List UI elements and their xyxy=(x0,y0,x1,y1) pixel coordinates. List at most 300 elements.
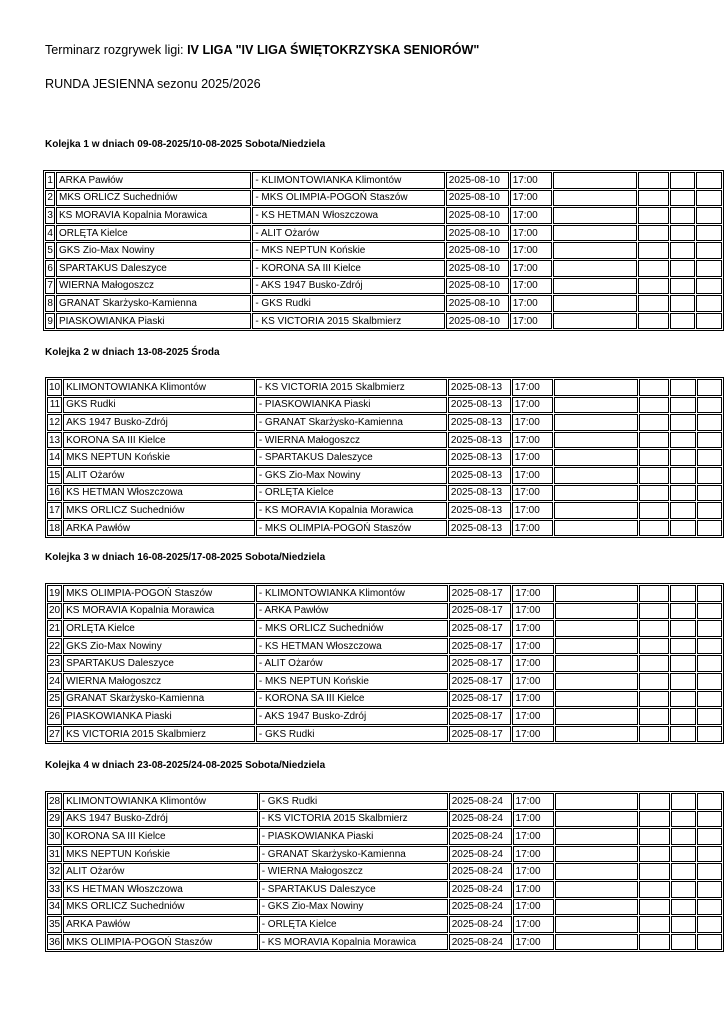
match-date: 2025-08-17 xyxy=(449,726,512,743)
notes-cell xyxy=(638,313,669,330)
match-time: 17:00 xyxy=(513,828,555,845)
match-date: 2025-08-10 xyxy=(446,260,509,277)
home-team: GRANAT Skarżysko-Kamienna xyxy=(56,295,251,312)
notes-cell xyxy=(639,432,669,449)
extra-cell-b xyxy=(697,620,722,637)
extra-cell-a xyxy=(670,278,696,295)
notes-cell xyxy=(639,726,669,743)
extra-cell-a xyxy=(670,260,696,277)
extra-cell-a xyxy=(671,934,696,951)
match-number: 28 xyxy=(47,793,62,810)
match-number: 5 xyxy=(45,242,55,259)
match-date: 2025-08-17 xyxy=(449,673,512,690)
result-cell xyxy=(555,655,638,672)
extra-cell-a xyxy=(670,313,696,330)
extra-cell-a xyxy=(671,916,696,933)
table-row xyxy=(47,828,722,845)
result-cell xyxy=(555,881,638,898)
result-cell xyxy=(555,916,638,933)
match-time: 17:00 xyxy=(510,225,552,242)
home-team: GRANAT Skarżysko-Kamienna xyxy=(63,691,255,708)
notes-cell xyxy=(639,673,669,690)
match-time: 17:00 xyxy=(512,603,554,620)
away-team: - KS VICTORIA 2015 Skalbmierz xyxy=(259,811,448,828)
match-number: 29 xyxy=(47,811,62,828)
table-row xyxy=(47,414,722,431)
round-title: Kolejka 3 w dniach 16-08-2025/17-08-2025 Sobota/Niedziela xyxy=(45,552,326,563)
extra-cell-a xyxy=(671,863,696,880)
notes-cell xyxy=(639,485,669,502)
match-date: 2025-08-10 xyxy=(446,225,509,242)
home-team: KS HETMAN Włoszczowa xyxy=(63,485,255,502)
extra-cell-b xyxy=(697,397,722,414)
match-date: 2025-08-24 xyxy=(449,793,512,810)
match-date: 2025-08-13 xyxy=(448,502,511,519)
table-row xyxy=(47,934,722,951)
away-team: - MKS NEPTUN Końskie xyxy=(256,673,448,690)
match-time: 17:00 xyxy=(510,295,552,312)
away-team: - GKS Zio-Max Nowiny xyxy=(259,899,448,916)
result-cell xyxy=(555,811,638,828)
extra-cell-b xyxy=(697,916,722,933)
result-cell xyxy=(555,708,638,725)
extra-cell-b xyxy=(697,881,722,898)
table-row xyxy=(47,726,722,743)
extra-cell-b xyxy=(696,207,722,224)
extra-cell-b xyxy=(696,295,722,312)
table-row xyxy=(47,620,722,637)
match-number: 2 xyxy=(45,190,55,207)
away-team: - GRANAT Skarżysko-Kamienna xyxy=(256,414,447,431)
match-number: 23 xyxy=(47,655,62,672)
notes-cell xyxy=(639,520,669,537)
match-time: 17:00 xyxy=(513,846,555,863)
table-row xyxy=(45,295,722,312)
match-time: 17:00 xyxy=(510,260,552,277)
away-team: - KS HETMAN Włoszczowa xyxy=(256,638,448,655)
notes-cell xyxy=(639,708,669,725)
match-date: 2025-08-24 xyxy=(449,899,512,916)
result-cell xyxy=(554,502,638,519)
table-row xyxy=(47,811,722,828)
away-team: - SPARTAKUS Daleszyce xyxy=(256,449,447,466)
result-cell xyxy=(555,585,638,602)
result-cell xyxy=(553,313,638,330)
home-team: WIERNA Małogoszcz xyxy=(56,278,251,295)
home-team: PIASKOWIANKA Piaski xyxy=(63,708,255,725)
match-time: 17:00 xyxy=(512,638,554,655)
result-cell xyxy=(555,828,638,845)
notes-cell xyxy=(638,172,669,189)
match-number: 14 xyxy=(47,449,62,466)
match-number: 25 xyxy=(47,691,62,708)
away-team: - KLIMONTOWIANKA Klimontów xyxy=(256,585,448,602)
match-number: 3 xyxy=(45,207,55,224)
away-team: - ORLĘTA Kielce xyxy=(259,916,448,933)
extra-cell-b xyxy=(696,242,722,259)
fixtures-table xyxy=(45,583,724,744)
result-cell xyxy=(554,397,638,414)
extra-cell-a xyxy=(670,691,695,708)
extra-cell-a xyxy=(670,726,695,743)
match-date: 2025-08-13 xyxy=(448,397,511,414)
notes-cell xyxy=(639,449,669,466)
notes-cell xyxy=(639,467,669,484)
table-row xyxy=(47,638,722,655)
match-date: 2025-08-17 xyxy=(449,691,512,708)
extra-cell-b xyxy=(696,172,722,189)
table-row xyxy=(45,225,722,242)
match-date: 2025-08-13 xyxy=(448,520,511,537)
home-team: SPARTAKUS Daleszyce xyxy=(56,260,251,277)
extra-cell-b xyxy=(697,811,722,828)
notes-cell xyxy=(639,397,669,414)
match-time: 17:00 xyxy=(512,691,554,708)
extra-cell-a xyxy=(670,655,695,672)
extra-cell-a xyxy=(670,708,695,725)
table-row xyxy=(47,881,722,898)
match-date: 2025-08-17 xyxy=(449,655,512,672)
result-cell xyxy=(553,190,638,207)
extra-cell-a xyxy=(670,673,695,690)
notes-cell xyxy=(639,881,669,898)
extra-cell-a xyxy=(670,502,695,519)
table-row xyxy=(47,397,722,414)
extra-cell-b xyxy=(697,691,722,708)
match-time: 17:00 xyxy=(512,449,554,466)
match-time: 17:00 xyxy=(513,899,555,916)
match-number: 11 xyxy=(47,397,62,414)
notes-cell xyxy=(639,846,669,863)
extra-cell-a xyxy=(670,520,695,537)
match-date: 2025-08-13 xyxy=(448,414,511,431)
extra-cell-b xyxy=(697,414,722,431)
result-cell xyxy=(555,673,638,690)
match-number: 1 xyxy=(45,172,55,189)
notes-cell xyxy=(638,260,669,277)
extra-cell-a xyxy=(670,585,695,602)
home-team: ARKA Pawłów xyxy=(56,172,251,189)
extra-cell-b xyxy=(697,485,722,502)
match-number: 26 xyxy=(47,708,62,725)
match-number: 31 xyxy=(47,846,62,863)
match-time: 17:00 xyxy=(512,485,554,502)
notes-cell xyxy=(639,620,669,637)
notes-cell xyxy=(638,242,669,259)
notes-cell xyxy=(639,603,669,620)
match-time: 17:00 xyxy=(512,673,554,690)
away-team: - GKS Rudki xyxy=(252,295,444,312)
home-team: MKS ORLICZ Suchedniów xyxy=(63,502,255,519)
extra-cell-a xyxy=(670,207,696,224)
extra-cell-b xyxy=(697,467,722,484)
extra-cell-b xyxy=(697,726,722,743)
notes-cell xyxy=(639,691,669,708)
match-time: 17:00 xyxy=(512,726,554,743)
extra-cell-a xyxy=(671,811,696,828)
extra-cell-b xyxy=(697,673,722,690)
away-team: - ORLĘTA Kielce xyxy=(256,485,447,502)
table-row xyxy=(47,603,722,620)
round-title: Kolejka 2 w dniach 13-08-2025 Środa xyxy=(45,347,220,358)
result-cell xyxy=(554,432,638,449)
match-date: 2025-08-17 xyxy=(449,603,512,620)
result-cell xyxy=(555,603,638,620)
match-time: 17:00 xyxy=(512,467,554,484)
match-date: 2025-08-10 xyxy=(446,172,509,189)
extra-cell-b xyxy=(697,520,722,537)
extra-cell-b xyxy=(696,260,722,277)
extra-cell-a xyxy=(670,638,695,655)
home-team: ARKA Pawłów xyxy=(63,916,258,933)
table-row xyxy=(47,467,722,484)
table-row xyxy=(47,691,722,708)
table-row xyxy=(47,708,722,725)
table-row xyxy=(47,673,722,690)
away-team: - KLIMONTOWIANKA Klimontów xyxy=(252,172,444,189)
round-title: Kolejka 1 w dniach 09-08-2025/10-08-2025 Sobota/Niedziela xyxy=(45,139,326,150)
extra-cell-b xyxy=(697,432,722,449)
extra-cell-a xyxy=(670,467,695,484)
result-cell xyxy=(553,278,638,295)
match-date: 2025-08-24 xyxy=(449,934,512,951)
away-team: - ALIT Ożarów xyxy=(252,225,444,242)
match-time: 17:00 xyxy=(512,520,554,537)
extra-cell-b xyxy=(697,899,722,916)
away-team: - AKS 1947 Busko-Zdrój xyxy=(256,708,448,725)
match-date: 2025-08-10 xyxy=(446,207,509,224)
extra-cell-b xyxy=(697,585,722,602)
match-date: 2025-08-17 xyxy=(449,638,512,655)
extra-cell-a xyxy=(670,397,695,414)
table-row xyxy=(47,432,722,449)
home-team: AKS 1947 Busko-Zdrój xyxy=(63,414,255,431)
away-team: - MKS OLIMPIA-POGOŃ Staszów xyxy=(252,190,444,207)
match-time: 17:00 xyxy=(513,793,555,810)
table-row xyxy=(47,863,722,880)
away-team: - KS MORAVIA Kopalnia Morawica xyxy=(256,502,447,519)
away-team: - SPARTAKUS Daleszyce xyxy=(259,881,448,898)
away-team: - MKS NEPTUN Końskie xyxy=(252,242,444,259)
home-team: WIERNA Małogoszcz xyxy=(63,673,255,690)
away-team: - GKS Rudki xyxy=(256,726,448,743)
table-row xyxy=(45,313,722,330)
match-number: 35 xyxy=(47,916,62,933)
match-date: 2025-08-10 xyxy=(446,190,509,207)
table-row xyxy=(47,899,722,916)
match-date: 2025-08-17 xyxy=(449,585,512,602)
extra-cell-b xyxy=(697,502,722,519)
notes-cell xyxy=(639,863,669,880)
home-team: ALIT Ożarów xyxy=(63,467,255,484)
match-number: 19 xyxy=(47,585,62,602)
table-row xyxy=(45,278,722,295)
extra-cell-b xyxy=(696,313,722,330)
home-team: KS MORAVIA Kopalnia Morawica xyxy=(56,207,251,224)
match-number: 6 xyxy=(45,260,55,277)
result-cell xyxy=(554,414,638,431)
home-team: ALIT Ożarów xyxy=(63,863,258,880)
table-row xyxy=(47,793,722,810)
result-cell xyxy=(555,638,638,655)
round-title: Kolejka 4 w dniach 23-08-2025/24-08-2025 Sobota/Niedziela xyxy=(45,760,326,771)
extra-cell-b xyxy=(697,846,722,863)
notes-cell xyxy=(639,899,669,916)
notes-cell xyxy=(639,414,669,431)
extra-cell-b xyxy=(697,708,722,725)
away-team: - ALIT Ożarów xyxy=(256,655,448,672)
table-row xyxy=(47,502,722,519)
match-time: 17:00 xyxy=(510,207,552,224)
match-date: 2025-08-10 xyxy=(446,313,509,330)
extra-cell-b xyxy=(697,379,722,396)
extra-cell-b xyxy=(697,934,722,951)
away-team: - KS HETMAN Włoszczowa xyxy=(252,207,444,224)
notes-cell xyxy=(638,190,669,207)
result-cell xyxy=(555,620,638,637)
notes-cell xyxy=(638,278,669,295)
home-team: GKS Rudki xyxy=(63,397,255,414)
result-cell xyxy=(554,379,638,396)
away-team: - MKS OLIMPIA-POGOŃ Staszów xyxy=(256,520,447,537)
home-team: KLIMONTOWIANKA Klimontów xyxy=(63,793,258,810)
match-time: 17:00 xyxy=(512,708,554,725)
match-time: 17:00 xyxy=(512,397,554,414)
match-time: 17:00 xyxy=(513,934,555,951)
result-cell xyxy=(555,691,638,708)
home-team: KS HETMAN Włoszczowa xyxy=(63,881,258,898)
table-row xyxy=(45,190,722,207)
match-time: 17:00 xyxy=(512,432,554,449)
table-row xyxy=(47,449,722,466)
notes-cell xyxy=(639,828,669,845)
extra-cell-a xyxy=(670,172,696,189)
table-row xyxy=(47,520,722,537)
table-row xyxy=(47,585,722,602)
home-team: MKS ORLICZ Suchedniów xyxy=(63,899,258,916)
match-time: 17:00 xyxy=(512,379,554,396)
extra-cell-b xyxy=(697,603,722,620)
notes-cell xyxy=(638,295,669,312)
extra-cell-a xyxy=(670,432,695,449)
match-time: 17:00 xyxy=(512,585,554,602)
table-row xyxy=(45,242,722,259)
notes-cell xyxy=(638,225,669,242)
season-title: RUNDA JESIENNA sezonu 2025/2026 xyxy=(45,77,261,91)
extra-cell-a xyxy=(671,846,696,863)
match-date: 2025-08-24 xyxy=(449,881,512,898)
home-team: GKS Zio-Max Nowiny xyxy=(63,638,255,655)
extra-cell-a xyxy=(670,190,696,207)
match-time: 17:00 xyxy=(510,242,552,259)
extra-cell-b xyxy=(697,863,722,880)
match-date: 2025-08-24 xyxy=(449,811,512,828)
match-time: 17:00 xyxy=(513,863,555,880)
table-row xyxy=(47,655,722,672)
match-number: 20 xyxy=(47,603,62,620)
match-number: 34 xyxy=(47,899,62,916)
home-team: AKS 1947 Busko-Zdrój xyxy=(63,811,258,828)
extra-cell-b xyxy=(697,449,722,466)
fixtures-table xyxy=(45,791,724,952)
result-cell xyxy=(554,520,638,537)
match-time: 17:00 xyxy=(512,502,554,519)
match-number: 33 xyxy=(47,881,62,898)
match-time: 17:00 xyxy=(513,811,555,828)
match-time: 17:00 xyxy=(512,414,554,431)
match-date: 2025-08-13 xyxy=(448,432,511,449)
extra-cell-a xyxy=(670,620,695,637)
away-team: - KORONA SA III Kielce xyxy=(252,260,444,277)
match-date: 2025-08-13 xyxy=(448,449,511,466)
away-team: - GKS Rudki xyxy=(259,793,448,810)
match-date: 2025-08-17 xyxy=(449,620,512,637)
result-cell xyxy=(554,449,638,466)
match-number: 22 xyxy=(47,638,62,655)
extra-cell-a xyxy=(670,242,696,259)
match-time: 17:00 xyxy=(513,916,555,933)
match-date: 2025-08-10 xyxy=(446,278,509,295)
match-number: 30 xyxy=(47,828,62,845)
extra-cell-a xyxy=(670,485,695,502)
table-row xyxy=(45,207,722,224)
home-team: MKS ORLICZ Suchedniów xyxy=(56,190,251,207)
match-date: 2025-08-17 xyxy=(449,708,512,725)
match-time: 17:00 xyxy=(512,655,554,672)
extra-cell-a xyxy=(670,603,695,620)
home-team: GKS Zio-Max Nowiny xyxy=(56,242,251,259)
result-cell xyxy=(555,726,638,743)
home-team: KS MORAVIA Kopalnia Morawica xyxy=(63,603,255,620)
away-team: - WIERNA Małogoszcz xyxy=(256,432,447,449)
match-date: 2025-08-13 xyxy=(448,467,511,484)
result-cell xyxy=(553,172,638,189)
match-number: 9 xyxy=(45,313,55,330)
extra-cell-b xyxy=(697,828,722,845)
match-date: 2025-08-13 xyxy=(448,379,511,396)
result-cell xyxy=(553,225,638,242)
home-team: MKS NEPTUN Końskie xyxy=(63,449,255,466)
match-number: 12 xyxy=(47,414,62,431)
result-cell xyxy=(553,260,638,277)
match-number: 10 xyxy=(47,379,62,396)
league-header xyxy=(45,43,479,57)
table-row xyxy=(47,916,722,933)
extra-cell-b xyxy=(697,655,722,672)
home-team: ORLĘTA Kielce xyxy=(63,620,255,637)
away-team: - GKS Zio-Max Nowiny xyxy=(256,467,447,484)
match-number: 8 xyxy=(45,295,55,312)
match-number: 7 xyxy=(45,278,55,295)
extra-cell-a xyxy=(670,379,695,396)
notes-cell xyxy=(639,916,669,933)
home-team: KS VICTORIA 2015 Skalbmierz xyxy=(63,726,255,743)
away-team: - ARKA Pawłów xyxy=(256,603,448,620)
notes-cell xyxy=(639,934,669,951)
match-time: 17:00 xyxy=(510,172,552,189)
result-cell xyxy=(555,846,638,863)
match-date: 2025-08-10 xyxy=(446,242,509,259)
match-number: 27 xyxy=(47,726,62,743)
extra-cell-a xyxy=(671,793,696,810)
away-team: - AKS 1947 Busko-Zdrój xyxy=(252,278,444,295)
home-team: SPARTAKUS Daleszyce xyxy=(63,655,255,672)
extra-cell-a xyxy=(670,295,696,312)
table-row xyxy=(45,260,722,277)
match-time: 17:00 xyxy=(510,313,552,330)
home-team: MKS OLIMPIA-POGOŃ Staszów xyxy=(63,934,258,951)
match-time: 17:00 xyxy=(513,881,555,898)
